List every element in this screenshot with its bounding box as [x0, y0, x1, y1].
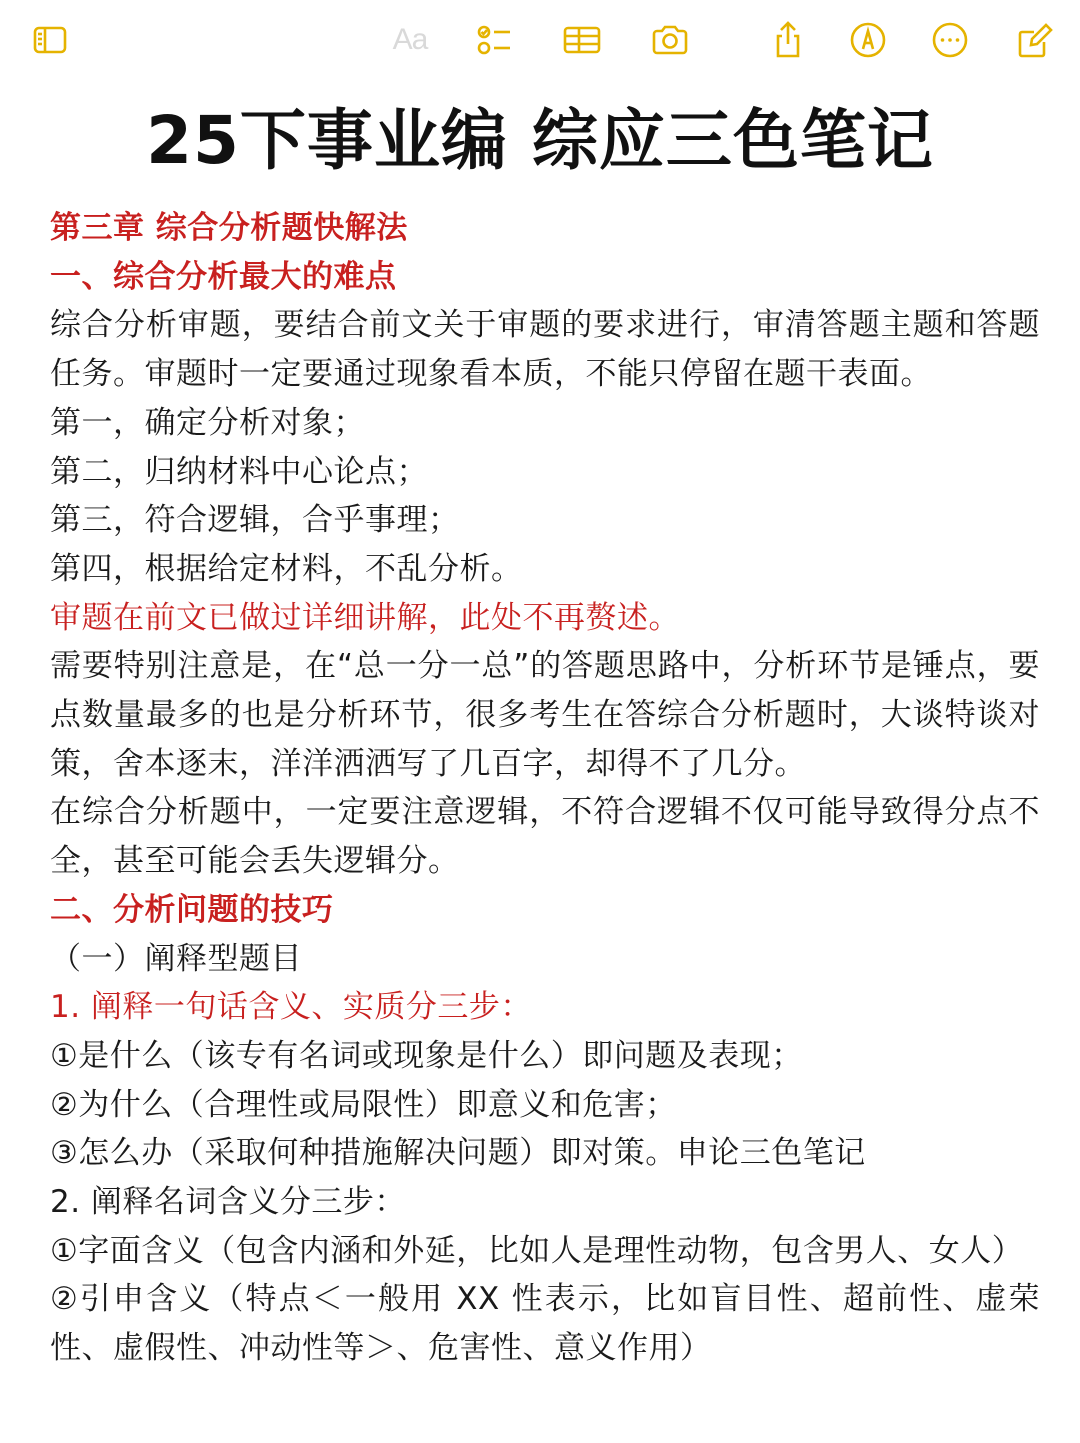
- table-icon[interactable]: [560, 18, 604, 62]
- subsection-heading: （一）阐释型题目: [50, 940, 302, 977]
- sidebar-toggle-icon[interactable]: [28, 18, 72, 62]
- list-item: ③怎么办（采取何种措施解决问题）即对策。申论三色笔记: [50, 1135, 866, 1172]
- red-note: 审题在前文已做过详细讲解，此处不再赘述。: [50, 599, 680, 636]
- step-line: 第二，归纳材料中心论点；: [50, 453, 428, 490]
- list-item: ②引申含义（特点＜一般用 XX 性表示，比如盲目性、超前性、虚荣性、虚假性、冲动性等＞、危害性、意义作用）: [50, 1281, 1040, 1367]
- paragraph-2: 需要特别注意是，在“总一分一总”的答题思路中，分析环节是锤点，要点数量最多的也是分析环节，很多考生在答综合分析题时，大谈特谈对策，舍本逐末，洋洋洒洒写了几百字，却得不了几分。: [50, 648, 1040, 782]
- list-item: ②为什么（合理性或局限性）即意义和危害；: [50, 1086, 677, 1123]
- item-heading-2: 2. 阐释名词含义分三步：: [50, 1184, 406, 1221]
- note-title: 25下事业编 综应三色笔记: [146, 102, 934, 179]
- step-line: 第三，符合逻辑，合乎事理；: [50, 502, 460, 539]
- item-heading-1: 1. 阐释一句话含义、实质分三步：: [50, 989, 532, 1026]
- list-item: ①是什么（该专有名词或现象是什么）即问题及表现；: [50, 1037, 803, 1074]
- more-icon[interactable]: [928, 18, 972, 62]
- list-item: ①字面含义（包含内涵和外延，比如人是理性动物，包含男人、女人）: [50, 1232, 1024, 1269]
- note-body[interactable]: [50, 204, 1040, 1373]
- notes-toolbar: [0, 0, 1080, 80]
- compose-icon[interactable]: [1012, 18, 1056, 62]
- checklist-icon[interactable]: [472, 18, 516, 62]
- step-line: 第四，根据给定材料，不乱分析。: [50, 550, 523, 587]
- paragraph-1: 综合分析审题，要结合前文关于审题的要求进行，审清答题主题和答题任务。审题时一定要通过现象看本质，不能只停留在题干表面。: [50, 307, 1040, 393]
- paragraph-3: 在综合分析题中，一定要注意逻辑，不符合逻辑不仅可能导致得分点不全，甚至可能会丢失逻辑分。: [50, 794, 1040, 880]
- chapter-heading: 第三章 综合分析题快解法: [50, 210, 408, 246]
- camera-icon[interactable]: [648, 18, 692, 62]
- section-heading-1: 一、综合分析最大的难点: [50, 258, 397, 295]
- text-format-button[interactable]: [388, 18, 432, 62]
- step-line: 第一，确定分析对象；: [50, 404, 365, 441]
- text-format-label: Aa: [392, 23, 428, 56]
- share-icon[interactable]: [766, 18, 810, 62]
- markup-icon[interactable]: [846, 18, 890, 62]
- section-heading-2: 二、分析问题的技巧: [50, 891, 334, 928]
